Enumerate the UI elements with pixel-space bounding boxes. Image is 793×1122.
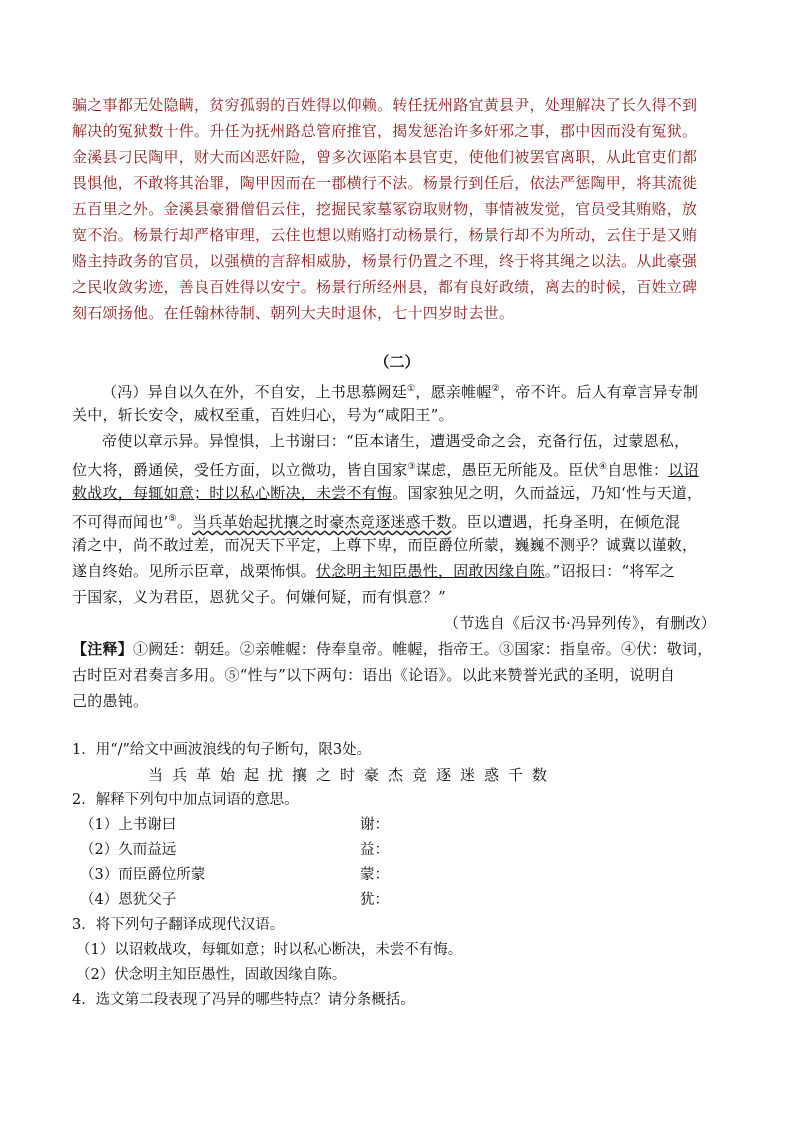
underlined-sentence: 敕战攻，每辄如意；时以私心断决，未尝不有悔 — [72, 484, 393, 502]
passage-line: 金溪县刁民陶甲，财大而凶恶奸险，曾多次诬陷本县官吏，使他们被罢官离职，从此官吏们都 — [72, 148, 698, 166]
underlined-sentence: 以诏 — [668, 461, 699, 479]
footnote-ref: ③ — [407, 462, 416, 472]
footnote-ref: ⑤ — [168, 514, 177, 524]
question-2-item: （1）上书谢曰 谢： — [80, 817, 389, 833]
classical-text — [72, 376, 722, 714]
question-1: 1．用“/”给文中画波浪线的句子断句，限3处。 — [72, 742, 372, 758]
question-2: 2．解释下列句中加点词语的意思。 — [72, 792, 299, 808]
passage-line: 之民收敛劣迹，善良百姓得以安宁。杨景行所经州县，都有良好政绩，离去的时候，百姓立碑 — [72, 278, 698, 296]
question-3-item: （2）伏念明主知臣愚性，固敢因缘自陈。 — [76, 967, 347, 983]
section-heading: （二） — [374, 353, 420, 371]
paragraph-1-line-2: 关中，斩长安令，威权至重，百姓归心，号为“咸阳王”。 — [72, 406, 454, 424]
document-page — [72, 92, 722, 1013]
passage-line: 畏惧他，不敢将其治罪，陶甲因而在一郡横行不法。杨景行到任后，依法严惩陶甲，将其流徙 — [72, 174, 698, 192]
paragraph-2-line-7: 于国家，义为君臣，恩犹父子。何嫌何疑，而有惧意？” — [72, 588, 446, 606]
question-2-item: （2）久而益远 益： — [80, 842, 389, 858]
passage-line: 刻石颂扬他。在任翰林待制、朝列大夫时退休，七十四岁时去世。 — [72, 304, 515, 322]
footnote-ref: ② — [491, 384, 500, 394]
paragraph-1-line-1: （冯）异自以久在外，不自安，上书思慕阙廷①，愿亲帷幄②，帝不许。后人有章言异专制 — [102, 383, 699, 401]
question-3: 3．将下列句子翻译成现代汉语。 — [72, 917, 285, 933]
paragraph-2-line-5: 淆之中，尚不敢过差，而况天下平定，上尊下卑，而臣爵位所蒙，巍巍不测乎？诚冀以谨敕， — [72, 536, 698, 554]
passage-line: 骗之事都无处隐瞒，贫穷孤弱的百姓得以仰赖。转任抚州路宜黄县尹，处理解决了长久得不到 — [72, 96, 698, 114]
question-4: 4．选文第二段表现了冯异的哪些特点？请分条概括。 — [72, 992, 415, 1008]
underlined-sentence: 伏念明主知臣愚性，固敢因缘自陈 — [316, 562, 545, 580]
passage-line: 赂主持政务的官员，以强横的言辞相威胁，杨景行仍置之不理，终于将其绳之以法。从此豪强 — [72, 252, 698, 270]
notes-label: 【注释】 — [72, 640, 134, 658]
wavy-underlined-sentence: 当兵革始起扰攘之时豪杰竞逐迷惑千数 — [192, 513, 452, 531]
paragraph-2-line-3: 敕战攻，每辄如意；时以私心断决，未尝不有悔。国家独见之明，久而益远，乃知‘性与天道， — [72, 484, 703, 502]
passage-line: 宽不治。杨景行却严格审理，云住也想以贿赂打动杨景行，杨景行却不为所动，云住于是又贿 — [72, 226, 698, 244]
paragraph-2-line-2: 位大将，爵通侯，受任方面，以立微功，皆自国家③谋虑，愚臣无所能及。臣伏④自思惟：以诏 — [72, 461, 699, 479]
question-2-item: （4）恩犹父子 犹： — [80, 892, 389, 908]
translation-passage — [72, 92, 722, 326]
paragraph-2-line-4: 不可得而闻也’⑤。当兵革始起扰攘之时豪杰竞逐迷惑千数。臣以遭遇，托身圣明，在倾危混 — [72, 513, 681, 531]
footnote-ref: ① — [407, 384, 416, 394]
spacer — [72, 326, 722, 348]
passage-line: 五百里之外。金溪县豪猾僧侣云住，挖掘民家墓冢窃取财物，事情被发觉，官员受其贿赂，放 — [72, 200, 698, 218]
footnote-ref: ④ — [598, 462, 608, 472]
notes-line-3: 己的愚钝。 — [72, 692, 149, 710]
questions-section — [72, 738, 722, 1013]
question-2-item: （3）而臣爵位所蒙 蒙： — [80, 867, 389, 883]
question-3-item: （1）以诏敕战攻，每辄如意；时以私心断决，未尝不有悔。 — [76, 942, 463, 958]
notes-line-1: 【注释】①阙廷：朝廷。②亲帷幄：侍奉皇帝。帷幄，指帝王。③国家：指皇帝。④伏：敬词， — [72, 640, 713, 658]
paragraph-2-line-1: 帝使以章示异。异惶惧，上书谢曰：“臣本诸生，遭遇受命之会，充备行伍，过蒙恩私， — [102, 432, 690, 450]
question-1-sentence: 当兵革始起扰攘之时豪杰竞逐迷惑千数 — [148, 766, 557, 784]
spacer — [72, 714, 722, 738]
source-citation: （节选自《后汉书·冯异列传》，有删改） — [443, 614, 716, 632]
passage-line: 解决的冤狱数十件。升任为抚州路总管府推官，揭发惩治许多奸邪之事，郡中因而没有冤狱。 — [72, 122, 698, 140]
paragraph-2-line-6: 遂自终始。见所示臣章，战栗怖惧。伏念明主知臣愚性，固敢因缘自陈。”诏报曰：“将军之 — [72, 562, 676, 580]
notes-line-2: 古时臣对君奏言多用。⑤“性与”以下两句：语出《论语》。以此来赞誉光武的圣明，说明自 — [72, 666, 676, 684]
